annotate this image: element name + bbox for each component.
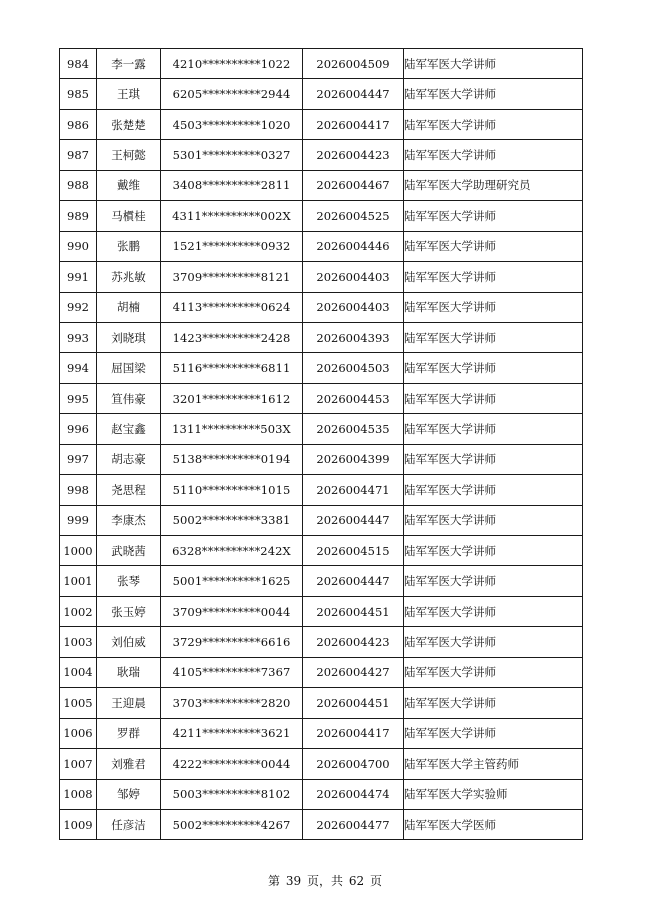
cell-application-number: 2026004399 — [303, 444, 404, 474]
cell-id-number: 1423**********2428 — [161, 322, 303, 352]
cell-name: 刘雅君 — [97, 749, 161, 779]
cell-id-number: 5002**********3381 — [161, 505, 303, 535]
cell-serial-number: 1001 — [60, 566, 97, 596]
table-row — [60, 262, 583, 292]
table-row — [60, 749, 583, 779]
cell-id-number: 3703**********2820 — [161, 688, 303, 718]
cell-application-number: 2026004447 — [303, 505, 404, 535]
table-row — [60, 140, 583, 170]
cell-serial-number: 991 — [60, 262, 97, 292]
cell-serial-number: 994 — [60, 353, 97, 383]
roster-table-body — [60, 49, 583, 840]
page-footer — [0, 872, 650, 889]
cell-application-number: 2026004447 — [303, 566, 404, 596]
cell-id-number: 4222**********0044 — [161, 749, 303, 779]
table-row — [60, 505, 583, 535]
cell-position: 陆军军医大学讲师 — [404, 657, 583, 687]
table-row — [60, 383, 583, 413]
cell-name: 张楚楚 — [97, 109, 161, 139]
table-row — [60, 414, 583, 444]
cell-id-number: 4211**********3621 — [161, 718, 303, 748]
cell-name: 王柯懿 — [97, 140, 161, 170]
cell-position: 陆军军医大学讲师 — [404, 201, 583, 231]
cell-serial-number: 998 — [60, 475, 97, 505]
cell-id-number: 3408**********2811 — [161, 170, 303, 200]
cell-position: 陆军军医大学讲师 — [404, 505, 583, 535]
cell-serial-number: 988 — [60, 170, 97, 200]
cell-serial-number: 999 — [60, 505, 97, 535]
cell-serial-number: 1005 — [60, 688, 97, 718]
cell-name: 刘晓琪 — [97, 322, 161, 352]
cell-name: 胡志豪 — [97, 444, 161, 474]
cell-position: 陆军军医大学讲师 — [404, 688, 583, 718]
table-row — [60, 322, 583, 352]
cell-name: 武晓茜 — [97, 536, 161, 566]
cell-application-number: 2026004509 — [303, 49, 404, 79]
cell-serial-number: 986 — [60, 109, 97, 139]
cell-application-number: 2026004453 — [303, 383, 404, 413]
cell-position: 陆军军医大学讲师 — [404, 627, 583, 657]
table-row — [60, 627, 583, 657]
cell-application-number: 2026004474 — [303, 779, 404, 809]
cell-application-number: 2026004423 — [303, 627, 404, 657]
cell-name: 张玉婷 — [97, 596, 161, 626]
cell-application-number: 2026004515 — [303, 536, 404, 566]
cell-application-number: 2026004446 — [303, 231, 404, 261]
table-row — [60, 475, 583, 505]
cell-name: 笪伟豪 — [97, 383, 161, 413]
table-row — [60, 444, 583, 474]
cell-name: 张琴 — [97, 566, 161, 596]
cell-name: 刘伯威 — [97, 627, 161, 657]
table-row — [60, 79, 583, 109]
cell-name: 任彦洁 — [97, 809, 161, 839]
cell-serial-number: 1006 — [60, 718, 97, 748]
cell-serial-number: 1004 — [60, 657, 97, 687]
cell-id-number: 3729**********6616 — [161, 627, 303, 657]
cell-serial-number: 1008 — [60, 779, 97, 809]
cell-id-number: 5001**********1625 — [161, 566, 303, 596]
cell-name: 戴维 — [97, 170, 161, 200]
cell-application-number: 2026004700 — [303, 749, 404, 779]
cell-name: 张鹏 — [97, 231, 161, 261]
cell-id-number: 3709**********0044 — [161, 596, 303, 626]
cell-id-number: 4210**********1022 — [161, 49, 303, 79]
cell-position: 陆军军医大学讲师 — [404, 566, 583, 596]
table-row — [60, 170, 583, 200]
cell-application-number: 2026004503 — [303, 353, 404, 383]
table-row — [60, 596, 583, 626]
cell-serial-number: 996 — [60, 414, 97, 444]
cell-name: 罗群 — [97, 718, 161, 748]
cell-application-number: 2026004451 — [303, 596, 404, 626]
cell-position: 陆军军医大学讲师 — [404, 596, 583, 626]
cell-name: 李康杰 — [97, 505, 161, 535]
cell-position: 陆军军医大学讲师 — [404, 536, 583, 566]
cell-position: 陆军军医大学讲师 — [404, 231, 583, 261]
cell-position: 陆军军医大学讲师 — [404, 414, 583, 444]
cell-name: 苏兆敏 — [97, 262, 161, 292]
cell-id-number: 5138**********0194 — [161, 444, 303, 474]
cell-position: 陆军军医大学讲师 — [404, 140, 583, 170]
cell-position: 陆军军医大学讲师 — [404, 292, 583, 322]
table-row — [60, 657, 583, 687]
cell-id-number: 5110**********1015 — [161, 475, 303, 505]
cell-position: 陆军军医大学讲师 — [404, 49, 583, 79]
cell-serial-number: 990 — [60, 231, 97, 261]
cell-application-number: 2026004477 — [303, 809, 404, 839]
table-row — [60, 49, 583, 79]
cell-serial-number: 1002 — [60, 596, 97, 626]
cell-id-number: 5003**********8102 — [161, 779, 303, 809]
table-row — [60, 201, 583, 231]
cell-application-number: 2026004525 — [303, 201, 404, 231]
page-mid: 页，共 — [306, 874, 343, 888]
cell-name: 屈国梁 — [97, 353, 161, 383]
cell-application-number: 2026004393 — [303, 322, 404, 352]
cell-id-number: 5116**********6811 — [161, 353, 303, 383]
cell-application-number: 2026004403 — [303, 262, 404, 292]
cell-application-number: 2026004427 — [303, 657, 404, 687]
cell-name: 王迎晨 — [97, 688, 161, 718]
cell-serial-number: 989 — [60, 201, 97, 231]
cell-id-number: 6205**********2944 — [161, 79, 303, 109]
cell-serial-number: 1000 — [60, 536, 97, 566]
roster-table — [59, 48, 583, 840]
cell-serial-number: 997 — [60, 444, 97, 474]
cell-id-number: 5301**********0327 — [161, 140, 303, 170]
cell-serial-number: 1007 — [60, 749, 97, 779]
table-row — [60, 566, 583, 596]
cell-id-number: 3709**********8121 — [161, 262, 303, 292]
cell-application-number: 2026004403 — [303, 292, 404, 322]
cell-name: 耿瑞 — [97, 657, 161, 687]
cell-id-number: 5002**********4267 — [161, 809, 303, 839]
cell-position: 陆军军医大学医师 — [404, 809, 583, 839]
page-current: 39 — [285, 874, 302, 888]
cell-application-number: 2026004447 — [303, 79, 404, 109]
cell-id-number: 1521**********0932 — [161, 231, 303, 261]
table-row — [60, 809, 583, 839]
cell-id-number: 3201**********1612 — [161, 383, 303, 413]
cell-serial-number: 984 — [60, 49, 97, 79]
cell-name: 尧思程 — [97, 475, 161, 505]
cell-position: 陆军军医大学讲师 — [404, 262, 583, 292]
cell-name: 胡楠 — [97, 292, 161, 322]
cell-position: 陆军军医大学讲师 — [404, 79, 583, 109]
cell-position: 陆军军医大学讲师 — [404, 383, 583, 413]
table-row — [60, 688, 583, 718]
cell-application-number: 2026004471 — [303, 475, 404, 505]
cell-position: 陆军军医大学主管药师 — [404, 749, 583, 779]
cell-name: 马樌桂 — [97, 201, 161, 231]
cell-position: 陆军军医大学讲师 — [404, 444, 583, 474]
cell-position: 陆军军医大学讲师 — [404, 322, 583, 352]
cell-id-number: 1311**********503X — [161, 414, 303, 444]
cell-serial-number: 995 — [60, 383, 97, 413]
cell-application-number: 2026004467 — [303, 170, 404, 200]
cell-id-number: 4503**********1020 — [161, 109, 303, 139]
cell-position: 陆军军医大学讲师 — [404, 353, 583, 383]
cell-name: 李一露 — [97, 49, 161, 79]
cell-serial-number: 1003 — [60, 627, 97, 657]
table-row — [60, 109, 583, 139]
cell-name: 王琪 — [97, 79, 161, 109]
cell-position: 陆军军医大学讲师 — [404, 109, 583, 139]
cell-position: 陆军军医大学讲师 — [404, 718, 583, 748]
cell-id-number: 4105**********7367 — [161, 657, 303, 687]
cell-id-number: 4311**********002X — [161, 201, 303, 231]
cell-application-number: 2026004423 — [303, 140, 404, 170]
cell-serial-number: 987 — [60, 140, 97, 170]
cell-position: 陆军军医大学助理研究员 — [404, 170, 583, 200]
cell-serial-number: 985 — [60, 79, 97, 109]
cell-application-number: 2026004451 — [303, 688, 404, 718]
table-row — [60, 353, 583, 383]
table-row — [60, 231, 583, 261]
cell-position: 陆军军医大学讲师 — [404, 475, 583, 505]
table-row — [60, 536, 583, 566]
table-row — [60, 718, 583, 748]
cell-id-number: 4113**********0624 — [161, 292, 303, 322]
cell-name: 赵宝鑫 — [97, 414, 161, 444]
table-row — [60, 779, 583, 809]
cell-name: 邹婷 — [97, 779, 161, 809]
page-suffix: 页 — [369, 874, 382, 888]
cell-id-number: 6328**********242X — [161, 536, 303, 566]
cell-serial-number: 1009 — [60, 809, 97, 839]
cell-application-number: 2026004417 — [303, 109, 404, 139]
cell-position: 陆军军医大学实验师 — [404, 779, 583, 809]
cell-application-number: 2026004417 — [303, 718, 404, 748]
page-total: 62 — [348, 874, 365, 888]
cell-serial-number: 992 — [60, 292, 97, 322]
table-row — [60, 292, 583, 322]
page-prefix: 第 — [268, 874, 281, 888]
cell-serial-number: 993 — [60, 322, 97, 352]
cell-application-number: 2026004535 — [303, 414, 404, 444]
